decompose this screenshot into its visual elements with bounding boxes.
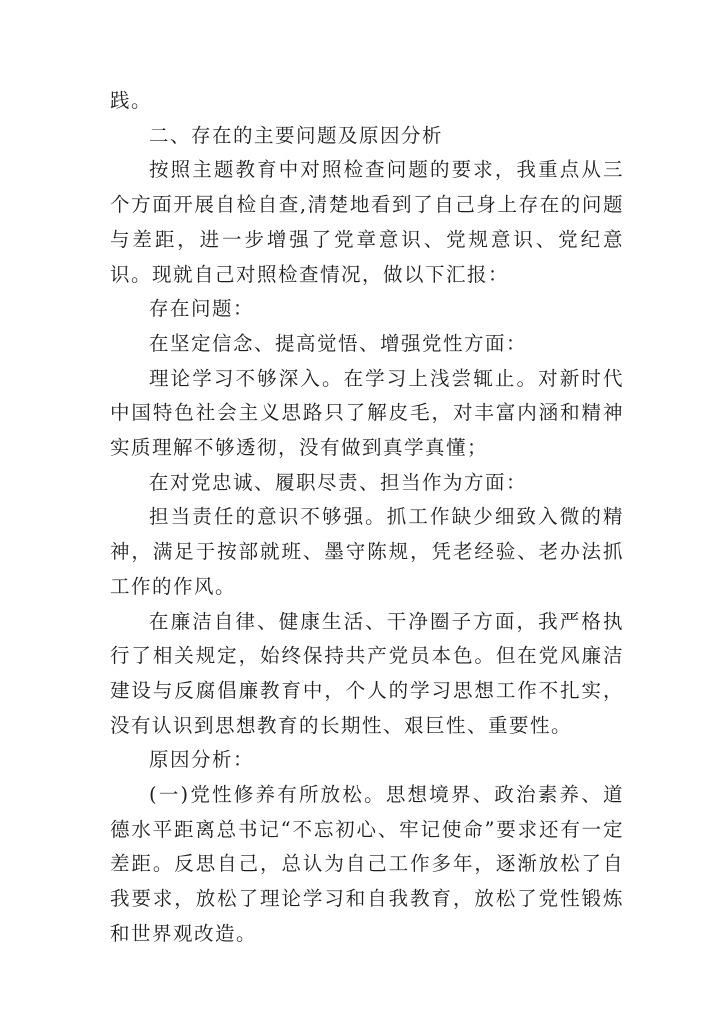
- subheading-causes: 原因分析：: [149, 748, 255, 772]
- subheading-loyalty: 在对党忠诚、履职尽责、担当作为方面：: [149, 470, 528, 494]
- paragraph-theory-study: 理论学习不够深入。在学习上浅尝辄止。对新时代中国特色社会主义思路只了解皮毛，对丰富内涵和精神实质理解不够透彻，没有做到真学真懂；: [110, 366, 624, 460]
- subheading-belief: 在坚定信念、提高觉悟、增强党性方面：: [149, 331, 528, 355]
- section-heading: 二、存在的主要问题及原因分析: [149, 123, 444, 147]
- subheading-problems: 存在问题：: [149, 297, 255, 321]
- document-body: [110, 84, 624, 952]
- paragraph-continuation: 践。: [110, 89, 153, 112]
- paragraph-responsibility: 担当责任的意识不够强。抓工作缺少细致入微的精神，满足于按部就班、墨守陈规，凭老经验、老办法抓工作的作风。: [110, 505, 624, 598]
- paragraph-integrity: 在廉洁自律、健康生活、干净圈子方面，我严格执行了相关规定，始终保持共产党员本色。但在党风廉洁建设与反腐倡廉教育中，个人的学习思想工作不扎实，没有认识到思想教育的长期性、艰巨性、重要性。: [110, 609, 624, 737]
- paragraph-cause-one: (一)党性修养有所放松。思想境界、政治素养、道德水平距离总书记“不忘初心、牢记使命”要求还有一定差距。反思自己，总认为自己工作多年，逐渐放松了自我要求，放松了理论学习和自我教育，放松了党性锻炼和世界观改造。: [110, 783, 624, 945]
- paragraph-intro: 按照主题教育中对照检查问题的要求，我重点从三个方面开展自检自查,清楚地看到了自己身上存在的问题与差距，进一步增强了党章意识、党规意识、党纪意识。现就自己对照检查情况，做以下汇报：: [110, 158, 624, 286]
